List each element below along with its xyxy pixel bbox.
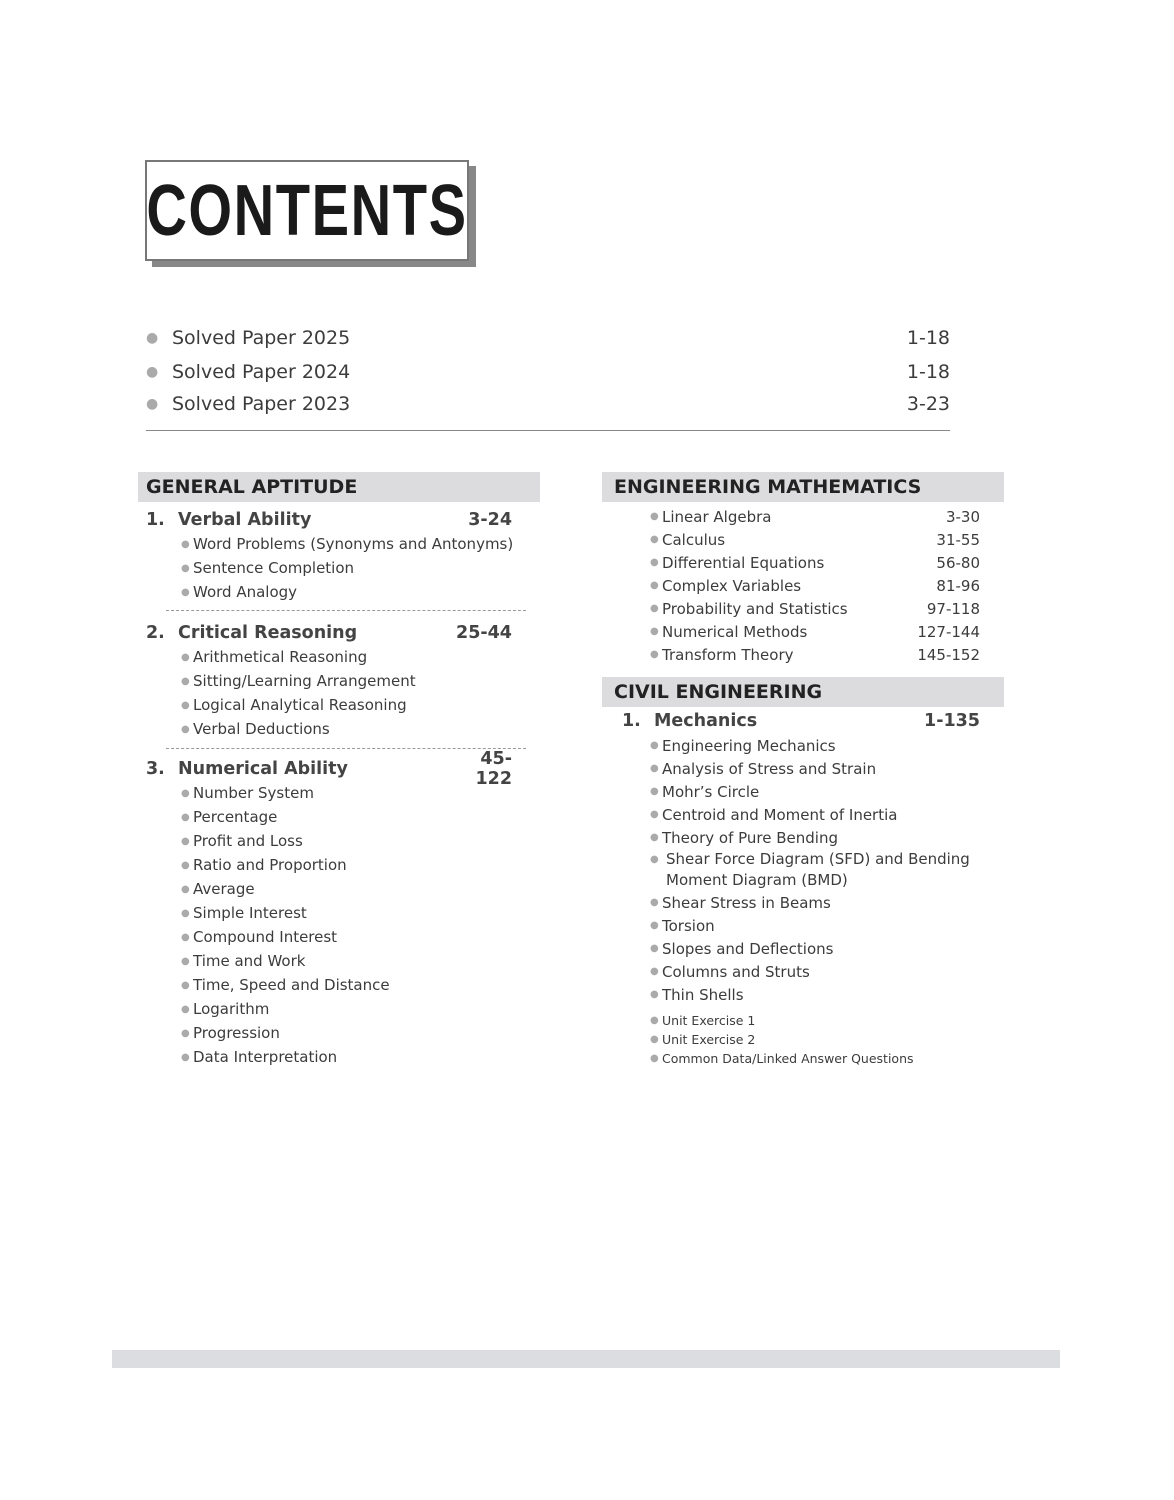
- topic-item: [138, 580, 540, 604]
- section-title: Critical Reasoning: [178, 623, 358, 643]
- topic-label: Verbal Deductions: [193, 720, 330, 738]
- bullet-icon: ●: [181, 1051, 190, 1063]
- section-pages: 45-122: [475, 749, 512, 789]
- topic-pages: 31-55: [936, 530, 980, 549]
- topic-label: Sitting/Learning Arrangement: [193, 672, 416, 690]
- exercise-item: [602, 1049, 1004, 1068]
- topic-item: [138, 853, 540, 877]
- section-heading: [602, 709, 1004, 733]
- topic-item: [138, 949, 540, 973]
- topic-item: [602, 983, 1004, 1006]
- bullet-icon: ●: [650, 740, 659, 751]
- topic-item: [138, 717, 540, 741]
- topic-item: [138, 997, 540, 1021]
- topic-pages: 56-80: [936, 553, 980, 572]
- section-title: Verbal Ability: [178, 510, 312, 530]
- topic-label: Calculus: [662, 530, 726, 549]
- bullet-icon: ●: [181, 787, 190, 799]
- bullet-icon: ●: [650, 511, 659, 522]
- section-heading: [138, 621, 540, 645]
- topic-label: Average: [193, 880, 255, 898]
- bullet-icon: ●: [181, 883, 190, 895]
- topic-label: Progression: [193, 1024, 280, 1042]
- topic-item: [138, 829, 540, 853]
- bullet-icon: ●: [181, 699, 190, 711]
- bullet-icon: ●: [181, 586, 190, 598]
- bullet-icon: ●: [650, 603, 659, 614]
- general-aptitude-column: [138, 472, 540, 1069]
- bullet-icon: ●: [650, 832, 659, 843]
- topic-label: Numerical Methods: [662, 622, 808, 641]
- topic-pages: 3-30: [945, 507, 980, 526]
- bullet-icon: ●: [181, 675, 190, 687]
- topic-item: [138, 925, 540, 949]
- topic-item: [602, 803, 1004, 826]
- bullet-icon: ●: [181, 835, 190, 847]
- bullet-icon: ●: [650, 1015, 659, 1026]
- section-pages: 25-44: [456, 623, 512, 643]
- topic-item: [138, 669, 540, 693]
- topic-pages: 145-152: [917, 645, 980, 664]
- topic-item: [138, 1021, 540, 1045]
- bullet-icon: ●: [146, 396, 159, 412]
- topic-label: Moment Diagram (BMD): [666, 871, 848, 889]
- topic-pages: 97-118: [926, 599, 980, 618]
- math-topic-item: [602, 620, 1004, 643]
- section-pages: 3-24: [468, 510, 512, 530]
- topic-label: Data Interpretation: [193, 1048, 338, 1066]
- section-title: Numerical Ability: [178, 759, 348, 779]
- bullet-icon: ●: [650, 989, 659, 1000]
- topic-item: [138, 901, 540, 925]
- topic-item: [138, 877, 540, 901]
- topic-label: Arithmetical Reasoning: [193, 648, 368, 666]
- math-topic-item: [602, 597, 1004, 620]
- topic-label: Profit and Loss: [193, 832, 303, 850]
- exercise-label: Unit Exercise 1: [662, 1013, 756, 1028]
- bullet-icon: ●: [650, 534, 659, 545]
- topic-label: Logarithm: [193, 1000, 270, 1018]
- topic-label: Engineering Mechanics: [662, 736, 836, 755]
- topic-label: Centroid and Moment of Inertia: [662, 805, 898, 824]
- topic-pages: 127-144: [917, 622, 980, 641]
- bullet-icon: ●: [650, 966, 659, 977]
- topic-pages: 81-96: [936, 576, 980, 595]
- section-pages: 1-135: [924, 711, 980, 731]
- solved-paper-label: Solved Paper 2023: [172, 393, 351, 415]
- bullet-icon: ●: [650, 763, 659, 774]
- topic-item: [138, 532, 540, 556]
- topic-label: Probability and Statistics: [662, 599, 848, 618]
- topic-label: Theory of Pure Bending: [662, 828, 838, 847]
- topic-label: Ratio and Proportion: [193, 856, 347, 874]
- bullet-icon: ●: [650, 1034, 659, 1045]
- solved-paper-pages: 1-18: [906, 361, 950, 383]
- topic-label: Analysis of Stress and Strain: [662, 759, 877, 778]
- topic-item: [138, 693, 540, 717]
- topic-item: [602, 891, 1004, 914]
- math-topic-item: [602, 505, 1004, 528]
- topic-label: Torsion: [662, 916, 715, 935]
- bullet-icon: ●: [181, 538, 190, 550]
- bullet-icon: ●: [650, 580, 659, 591]
- bullet-icon: ●: [650, 854, 659, 865]
- math-topic-item: [602, 551, 1004, 574]
- topic-label: Shear Stress in Beams: [662, 893, 831, 912]
- topic-label: Thin Shells: [662, 985, 744, 1004]
- topic-label: Linear Algebra: [662, 507, 772, 526]
- engineering-mathematics-heading: ENGINEERING MATHEMATICS: [602, 472, 1004, 502]
- math-topic-item: [602, 574, 1004, 597]
- exercise-item: [602, 1030, 1004, 1049]
- topic-label: Complex Variables: [662, 576, 802, 595]
- right-column: [602, 472, 1004, 1068]
- bullet-icon: ●: [650, 920, 659, 931]
- bullet-icon: ●: [650, 809, 659, 820]
- section-title: Mechanics: [654, 711, 758, 731]
- math-topic-item: [602, 528, 1004, 551]
- exercise-label: Common Data/Linked Answer Questions: [662, 1051, 914, 1066]
- topic-item: [602, 757, 1004, 780]
- topic-item: [138, 973, 540, 997]
- bullet-icon: ●: [181, 979, 190, 991]
- topic-item: [602, 826, 1004, 849]
- bullet-icon: ●: [650, 897, 659, 908]
- bullet-icon: ●: [146, 330, 159, 346]
- topic-label: Number System: [193, 784, 314, 802]
- topic-label-wrap: [662, 849, 970, 891]
- topic-item: [602, 780, 1004, 803]
- topic-item: [602, 960, 1004, 983]
- civil-engineering-heading: CIVIL ENGINEERING: [602, 677, 1004, 707]
- bullet-icon: ●: [181, 1003, 190, 1015]
- topic-item: [138, 1045, 540, 1069]
- topic-label: Differential Equations: [662, 553, 825, 572]
- topic-label: Word Analogy: [193, 583, 298, 601]
- bullet-icon: ●: [181, 723, 190, 735]
- section-heading: [138, 508, 540, 532]
- topic-item: [138, 645, 540, 669]
- bullet-icon: ●: [181, 907, 190, 919]
- topic-label: Time and Work: [193, 952, 306, 970]
- section-number: 2.: [146, 623, 165, 643]
- bullet-icon: ●: [181, 562, 190, 574]
- topic-label: Transform Theory: [662, 645, 794, 664]
- topic-item: [138, 556, 540, 580]
- solved-paper-item: [146, 323, 950, 353]
- solved-paper-item: [146, 389, 950, 419]
- exercise-item: [602, 1011, 1004, 1030]
- bullet-icon: ●: [650, 1053, 659, 1064]
- bullet-icon: ●: [181, 811, 190, 823]
- topic-label: Slopes and Deflections: [662, 939, 834, 958]
- topic-item: [602, 734, 1004, 757]
- topic-item: [138, 805, 540, 829]
- general-aptitude-heading: GENERAL APTITUDE: [138, 472, 540, 502]
- bullet-icon: ●: [146, 364, 159, 380]
- topic-label: Logical Analytical Reasoning: [193, 696, 407, 714]
- bullet-icon: ●: [181, 1027, 190, 1039]
- contents-title: CONTENTS: [146, 170, 468, 251]
- topic-label: Word Problems (Synonyms and Antonyms): [193, 535, 514, 553]
- topic-item: [602, 937, 1004, 960]
- solved-paper-label: Solved Paper 2024: [172, 361, 351, 383]
- solved-paper-pages: 1-18: [906, 327, 950, 349]
- topic-label: Shear Force Diagram (SFD) and Bending: [666, 850, 970, 868]
- bullet-icon: ●: [181, 651, 190, 663]
- bullet-icon: ●: [650, 557, 659, 568]
- solved-paper-label: Solved Paper 2025: [172, 327, 351, 349]
- dashed-divider: [166, 610, 526, 611]
- footer-bar: [112, 1350, 1060, 1368]
- section-number: 1.: [146, 510, 165, 530]
- math-topic-item: [602, 643, 1004, 666]
- divider: [146, 430, 950, 431]
- solved-paper-pages: 3-23: [906, 393, 950, 415]
- section-heading: [138, 749, 540, 789]
- topic-item: [602, 914, 1004, 937]
- bullet-icon: ●: [181, 955, 190, 967]
- bullet-icon: ●: [181, 931, 190, 943]
- exercise-label: Unit Exercise 2: [662, 1032, 756, 1047]
- bullet-icon: ●: [650, 786, 659, 797]
- topic-label: Sentence Completion: [193, 559, 355, 577]
- topic-label: Simple Interest: [193, 904, 307, 922]
- contents-title-box: [145, 160, 469, 261]
- bullet-icon: ●: [181, 859, 190, 871]
- section-number: 3.: [146, 759, 165, 779]
- bullet-icon: ●: [650, 649, 659, 660]
- topic-label: Compound Interest: [193, 928, 338, 946]
- solved-paper-item: [146, 357, 950, 387]
- bullet-icon: ●: [650, 943, 659, 954]
- topic-label: Percentage: [193, 808, 278, 826]
- topic-label: Mohr’s Circle: [662, 782, 760, 801]
- topic-item: [602, 849, 1004, 891]
- topic-label: Columns and Struts: [662, 962, 810, 981]
- section-number: 1.: [622, 711, 641, 731]
- bullet-icon: ●: [650, 626, 659, 637]
- topic-label: Time, Speed and Distance: [193, 976, 390, 994]
